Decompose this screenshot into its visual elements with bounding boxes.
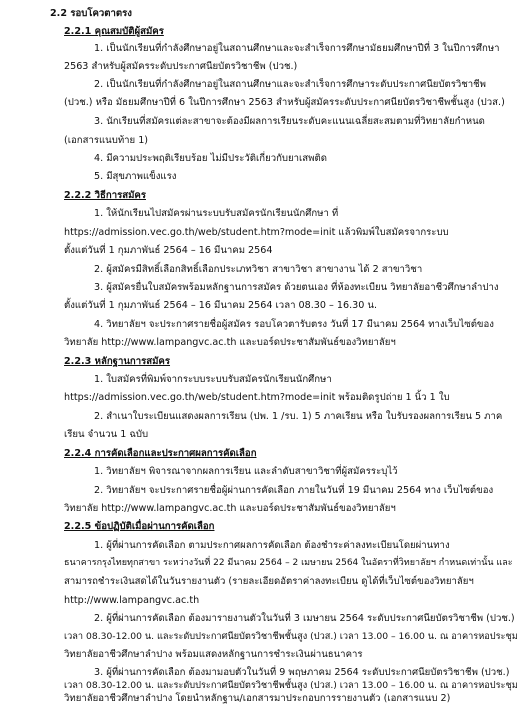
- paragraph-line: 1. ให้นักเรียนไปสมัครผ่านระบบรับสมัครนักเรียนนักศึกษา ที่: [94, 208, 339, 219]
- subsection-heading: 2.2.2 วิธีการสมัคร: [64, 190, 146, 201]
- paragraph-line: 3. นักเรียนที่สมัครแต่ละสาขาจะต้องมีผลการเรียนระดับคะแนนเฉลี่ยสะสมตามที่วิทยาลัยกำหนด: [94, 116, 485, 127]
- subsection-heading: 2.2.1 คุณสมบัติผู้สมัคร: [64, 26, 164, 37]
- paragraph-line: เรียน จำนวน 1 ฉบับ: [64, 429, 149, 440]
- paragraph-line: 3. ผู้ที่ผ่านการคัดเลือก ต้องมามอบตัวในวันที่ 9 พฤษภาคม 2564 ระดับประกาศนียบัตรวิชาชีพ (ปวช.): [94, 667, 510, 678]
- paragraph-line: เวลา 08.30-12.00 น. และระดับประกาศนียบัตรวิชาชีพชั้นสูง (ปวส.) เวลา 13.00 – 16.00 น. ณ อาคารหอประชุม: [64, 631, 518, 642]
- paragraph-line: 1. เป็นนักเรียนที่กำลังศึกษาอยู่ในสถานศึกษาและจะสำเร็จการศึกษามัธยมศึกษาปีที่ 3 ในปีการศึกษา: [94, 43, 500, 54]
- section-heading: 2.2 รอบโควตาตรง: [50, 8, 132, 19]
- url-text: http://www.lampangvc.ac.th: [64, 595, 200, 606]
- subsection-heading: 2.2.3 หลักฐานการสมัคร: [64, 356, 171, 367]
- paragraph-line: 1. ผู้ที่ผ่านการคัดเลือก ตามประกาศผลการคัดเลือก ต้องชำระค่าลงทะเบียนโดยผ่านทาง: [94, 540, 450, 551]
- paragraph-line: 1. ใบสมัครที่พิมพ์จากระบบระบบรับสมัครนักเรียนนักศึกษา: [94, 374, 332, 385]
- paragraph-line: สามารถชำระเงินสดได้ในวันรายงานตัว (รายละเอียดอัตราค่าลงทะเบียน ดูได้ที่เว็บไซต์ของวิทยาลัยฯ: [64, 576, 474, 587]
- url-text: https://admission.vec.go.th/web/student.htm?mode=init พร้อมติดรูปถ่าย 1 นิ้ว 1 ใบ: [64, 392, 450, 403]
- paragraph-line: (ปวช.) หรือ มัธยมศึกษาปีที่ 6 ในปีการศึกษา 2563 สำหรับผู้สมัครระดับประกาศนียบัตรวิชาชีพชั้นสูง (ปวส.): [64, 97, 505, 108]
- paragraph-line: วิทยาลัย http://www.lampangvc.ac.th และบอร์ดประชาสัมพันธ์ของวิทยาลัยฯ: [64, 337, 396, 348]
- paragraph-line: 2. เป็นนักเรียนที่กำลังศึกษาอยู่ในสถานศึกษาและจะสำเร็จการศึกษาระดับประกาศนียบัตรวิชาชีพ: [94, 79, 486, 90]
- paragraph-line: 2. วิทยาลัยฯ จะประกาศรายชื่อผู้ผ่านการคัดเลือก ภายในวันที่ 19 มีนาคม 2564 ทาง เว็บไซต์ของ: [94, 485, 494, 496]
- paragraph-line: ตั้งแต่วันที่ 1 กุมภาพันธ์ 2564 – 16 มีนาคม 2564: [64, 245, 273, 256]
- paragraph-line: 4. มีความประพฤติเรียบร้อย ไม่มีประวัติเกี่ยวกับยาเสพติด: [94, 153, 327, 164]
- url-text: https://admission.vec.go.th/web/student.htm?mode=init แล้วพิมพ์ใบสมัครจากระบบ: [64, 227, 449, 238]
- paragraph-line: 4. วิทยาลัยฯ จะประกาศรายชื่อผู้สมัคร รอบโควตารับตรง วันที่ 17 มีนาคม 2564 ทางเว็บไซต์ของ: [94, 319, 494, 330]
- subsection-heading: 2.2.4 การคัดเลือกและประกาศผลการคัดเลือก: [64, 448, 257, 459]
- paragraph-line: วิทยาลัยอาชีวศึกษาลำปาง พร้อมแสดงหลักฐานการชำระเงินผ่านธนาคาร: [64, 649, 363, 660]
- paragraph-line: (เอกสารแนบท้าย 1): [64, 135, 149, 146]
- subsection-heading: 2.2.5 ข้อปฏิบัติเมื่อผ่านการคัดเลือก: [64, 521, 215, 532]
- paragraph-line: 3. ผู้สมัครยื่นใบสมัครพร้อมหลักฐานการสมัคร ด้วยตนเอง ที่ห้องทะเบียน วิทยาลัยอาชีวศึกษาลำปาง: [94, 282, 499, 293]
- paragraph-line: วิทยาลัยอาชีวศึกษาลำปาง โดยนำหลักฐาน/เอกสารมาประกอบการรายงานตัว (เอกสารแนบ 2): [64, 693, 451, 704]
- paragraph-line: 2563 สำหรับผู้สมัครระดับประกาศนียบัตรวิชาชีพ (ปวช.): [64, 61, 298, 72]
- paragraph-line: วิทยาลัย http://www.lampangvc.ac.th และบอร์ดประชาสัมพันธ์ของวิทยาลัยฯ: [64, 503, 396, 514]
- paragraph-line: 5. มีสุขภาพแข็งแรง: [94, 171, 177, 182]
- paragraph-line: 2. สำเนาใบระเบียนแสดงผลการเรียน (ปพ. 1 /รบ. 1) 5 ภาคเรียน หรือ ใบรับรองผลการเรียน 5 ภาค: [94, 411, 503, 422]
- paragraph-line: 1. วิทยาลัยฯ พิจารณาจากผลการเรียน และลำดับสาขาวิชาที่ผู้สมัครระบุไว้: [94, 466, 398, 477]
- paragraph-line: ธนาคารกรุงไทยทุกสาขา ระหว่างวันที่ 22 มีนาคม 2564 – 2 เมษายน 2564 ในอัตราที่วิทยาลัยฯ กำหนดเท่านั้น และ: [64, 558, 513, 568]
- paragraph-line: 2. ผู้ที่ผ่านการคัดเลือก ต้องมารายงานตัวในวันที่ 3 เมษายน 2564 ระดับประกาศนียบัตรวิชาชีพ (ปวช.): [94, 613, 515, 624]
- paragraph-line: เวลา 08.30-12.00 น. และระดับประกาศนียบัตรวิชาชีพชั้นสูง (ปวส.) เวลา 13.00 – 16.00 น. ณ อาคารหอประชุม: [64, 680, 518, 691]
- paragraph-line: 2. ผู้สมัครมีสิทธิ์เลือกสิทธิ์เลือกประเภทวิชา สาขาวิชา สาขางาน ได้ 2 สาขาวิชา: [94, 264, 423, 275]
- paragraph-line: ตั้งแต่วันที่ 1 กุมภาพันธ์ 2564 – 16 มีนาคม 2564 เวลา 08.30 – 16.30 น.: [64, 300, 377, 311]
